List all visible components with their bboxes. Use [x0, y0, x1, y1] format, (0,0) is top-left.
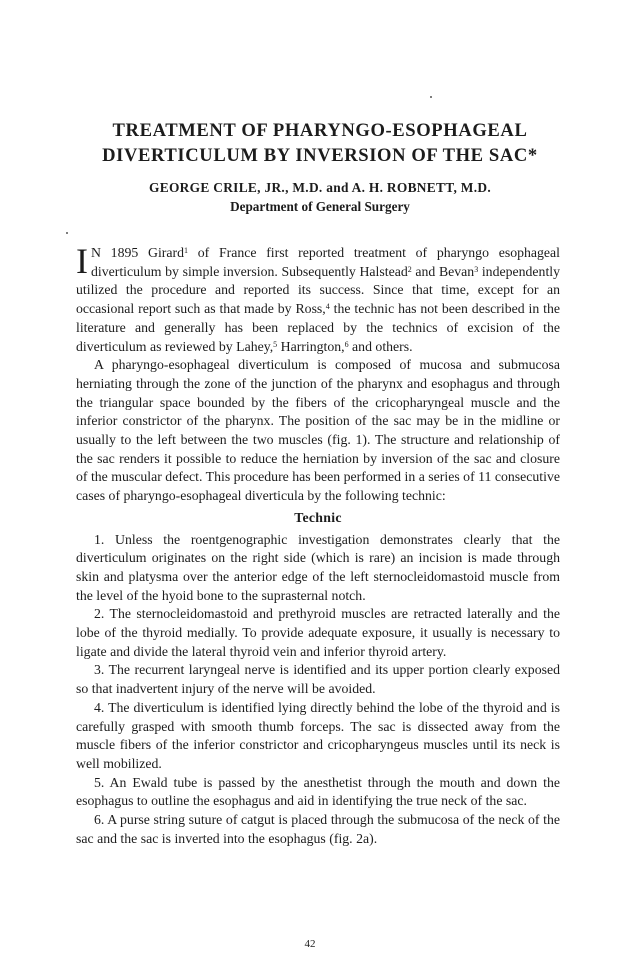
article-body: [76, 241, 561, 849]
title-line-2: DIVERTICULUM BY INVERSION OF THE SAC*: [102, 145, 538, 166]
scan-speck: [66, 232, 68, 234]
author-line: GEORGE CRILE, JR., M.D. and A. H. ROBNETT, M.D.: [149, 180, 491, 195]
intro-paragraph-1: I N 1895 Girard$^1$ of France first reported treatment of pharyngo esophageal diverticulum by simple inversion. Subsequently Halstead$^2$ and Bevan$^3$ independently utilized the procedure and reported its success. Since that time, except for an occasional report such as that made by Ross,$^4$ the technic has not been described in the literature and generally has been replaced by the technics of excision of the diverticulum as reviewed by Lahey,$^5$ Harrington,$^6$ and others.: [76, 241, 561, 354]
technic-step: 3. The recurrent laryngeal nerve is identified and its upper portion clearly exposed so that inadvertent injury of the nerve will be avoided.: [76, 662, 560, 697]
reference-mark: 1: [184, 246, 189, 255]
reference-mark: 4: [325, 302, 330, 312]
reference-mark: 3: [474, 264, 479, 274]
article-title: [60, 118, 580, 168]
reference-mark: 5: [273, 339, 278, 349]
technic-step: 1. Unless the roentgenographic investigation demonstrates clearly that the diverticulum originates on the right side (which is rare) an incision is made through skin and platysma over the anterior edge of the left sternocleidomastoid muscle from the level of the hyoid bone to the suprasternal notch.: [76, 531, 560, 603]
reference-mark: 6: [344, 339, 349, 349]
title-line-1: TREATMENT OF PHARYNGO-ESOPHAGEAL: [112, 120, 528, 141]
technic-step: 4. The diverticulum is identified lying directly behind the lobe of the thyroid and is carefully grasped with smooth thumb forceps. The sac is dissected away from the muscle fibers of the inferior constrictor and cricopharyngeus muscles until its neck is well mobilized.: [76, 699, 560, 771]
technic-step: 2. The sternocleidomastoid and prethyroid muscles are retracted laterally and the lobe of the thyroid medially. To provide adequate exposure, it usually is necessary to ligate and divide the lateral thyroid vein and inferior thyroid artery.: [76, 606, 560, 659]
scan-speck: [430, 96, 432, 98]
technic-step: 6. A purse string suture of catgut is placed through the submucosa of the neck of the sac and the sac is inverted into the esophagus (fig. 2a).: [76, 812, 560, 846]
drop-cap: I: [76, 241, 88, 281]
reference-mark: 2: [407, 264, 412, 274]
department-line: Department of General Surgery: [230, 199, 410, 214]
intro-paragraph-2: A pharyngo-esophageal diverticulum is composed of mucosa and submucosa herniating through the zone of the junction of the pharynx and esophagus and through the triangular space bounded by the fibers of the cricopharyngeal muscle and the inferior constrictor of the pharynx. The position of the sac may be in the midline or usually to the left between the two muscles (fig. 1). The structure and relationship of the sac renders it possible to reduce the herniation by inversion of the sac and closure of the muscular defect. This procedure has been performed in a series of 11 consecutive cases of pharyngo-esophageal diverticula by the following technic:: [76, 357, 560, 504]
technic-step: 5. An Ewald tube is passed by the anesthetist through the mouth and down the esophagus to outline the esophagus and aid in identifying the true neck of the sac.: [76, 774, 560, 809]
page-number: 42: [304, 938, 316, 950]
section-heading-technic: Technic: [294, 509, 342, 525]
